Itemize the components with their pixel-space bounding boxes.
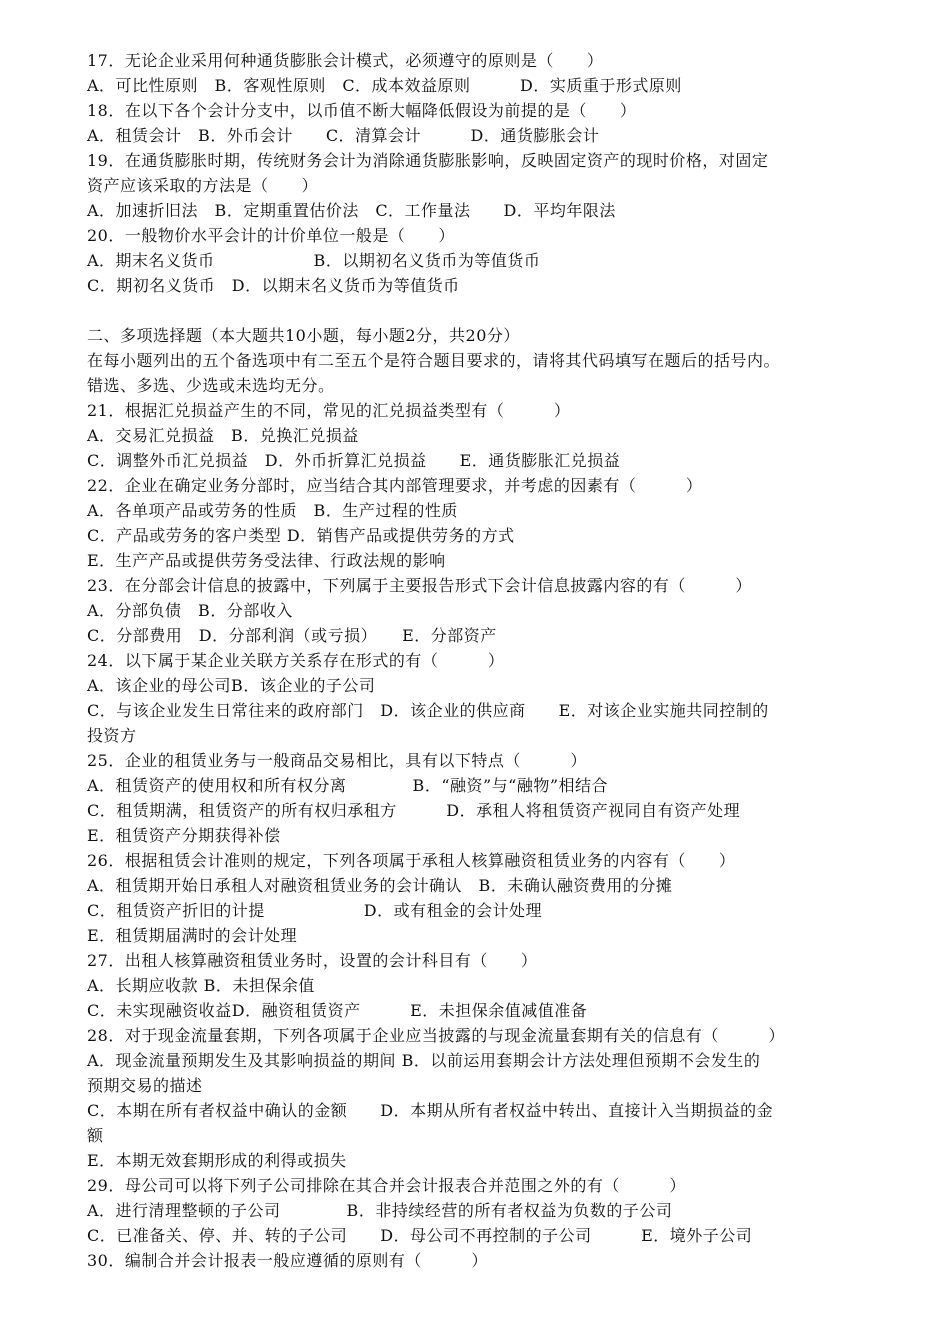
text-line: 28．对于现金流量套期，下列各项属于企业应当披露的与现金流量套期有关的信息有（ ）: [87, 1026, 785, 1045]
text-line: 22．企业在确定业务分部时，应当结合其内部管理要求，并考虑的因素有（ ）: [87, 476, 703, 495]
text-line: A．交易汇兑损益 B．兑换汇兑损益: [87, 426, 359, 445]
text-line: E．本期无效套期形成的利得或损失: [87, 1151, 347, 1170]
text-line: 20．一般物价水平会计的计价单位一般是（ ）: [87, 226, 455, 245]
text-line: 24．以下属于某企业关联方关系存在形式的有（ ）: [87, 651, 505, 670]
text-line: E．生产产品或提供劳务受法律、行政法规的影响: [87, 551, 446, 570]
text-line: C．产品或劳务的客户类型 D．销售产品或提供劳务的方式: [87, 526, 515, 545]
text-line: A．进行清理整顿的子公司 B．非持续经营的所有者权益为负数的子公司: [87, 1201, 673, 1220]
text-line: A．租赁资产的使用权和所有权分离 B．“融资”与“融物”相结合: [87, 776, 609, 795]
text-line: 资产应该采取的方法是（ ）: [87, 176, 319, 195]
text-line: 29．母公司可以将下列子公司排除在其合并会计报表合并范围之外的有（ ）: [87, 1176, 686, 1195]
text-line: A．可比性原则 B．客观性原则 C．成本效益原则 D．实质重于形式原则: [87, 76, 682, 95]
text-line: A．租赁会计 B．外币会计 C．清算会计 D．通货膨胀会计: [87, 126, 600, 145]
text-line: A．分部负债 B．分部收入: [87, 601, 293, 620]
text-line: A．该企业的母公司B．该企业的子公司: [87, 676, 376, 695]
text-line: C．租赁期满，租赁资产的所有权归承租方 D．承租人将租赁资产视同自有资产处理: [87, 801, 741, 820]
text-line: A．租赁期开始日承租人对融资租赁业务的会计确认 B．未确认融资费用的分摊: [87, 876, 673, 895]
text-line: C．已准备关、停、并、转的子公司 D．母公司不再控制的子公司 E．境外子公司: [87, 1226, 753, 1245]
text-line: C．调整外币汇兑损益 D．外币折算汇兑损益 E．通货膨胀汇兑损益: [87, 451, 621, 470]
text-line: C．租赁资产折旧的计提 D．或有租金的会计处理: [87, 901, 543, 920]
text-line: 27．出租人核算融资租赁业务时，设置的会计科目有（ ）: [87, 951, 538, 970]
text-line: 18．在以下各个会计分支中，以币值不断大幅降低假设为前提的是（ ）: [87, 101, 637, 120]
text-line: E．租赁资产分期获得补偿: [87, 826, 281, 845]
text-line: 25．企业的租赁业务与一般商品交易相比，具有以下特点（ ）: [87, 751, 587, 770]
text-line: E．租赁期届满时的会计处理: [87, 926, 298, 945]
text-line: 19．在通货膨胀时期，传统财务会计为消除通货膨胀影响，反映固定资产的现时价格，对固定: [87, 151, 769, 170]
text-line: 23．在分部会计信息的披露中，下列属于主要报告形式下会计信息披露内容的有（ ）: [87, 576, 752, 595]
text-line: 二、多项选择题（本大题共10小题，每小题2分，共20分）: [87, 326, 520, 345]
text-line: C．分部费用 D．分部利润（或亏损） E．分部资产: [87, 626, 497, 645]
text-line: 26．根据租赁会计准则的规定，下列各项属于承租人核算融资租赁业务的内容有（ ）: [87, 851, 736, 870]
text-line: 在每小题列出的五个备选项中有二至五个是符合题目要求的，请将其代码填写在题后的括号内。: [87, 351, 781, 370]
text-line: A．各单项产品或劳务的性质 B．生产过程的性质: [87, 501, 458, 520]
text-line: 17．无论企业采用何种通货膨胀会计模式，必须遵守的原则是（ ）: [87, 51, 604, 70]
text-line: C．与该企业发生日常往来的政府部门 D．该企业的供应商 E．对该企业实施共同控制的: [87, 701, 769, 720]
text-line: 30．编制合并会计报表一般应遵循的原则有（ ）: [87, 1251, 488, 1270]
text-line: A．期末名义货币 B．以期初名义货币为等值货币: [87, 251, 541, 270]
text-line: 额: [87, 1126, 104, 1145]
text-line: A．加速折旧法 B．定期重置估价法 C．工作量法 D．平均年限法: [87, 201, 616, 220]
text-line: C．未实现融资收益D．融资租赁资产 E．未担保余值减值准备: [87, 1001, 588, 1020]
text-line: 错选、多选、少选或未选均无分。: [87, 376, 335, 395]
text-line: 预期交易的描述: [87, 1076, 203, 1095]
text-line: C．期初名义货币 D．以期末名义货币为等值货币: [87, 276, 460, 295]
text-line: A．现金流量预期发生及其影响损益的期间 B．以前运用套期会计方法处理但预期不会发生的: [87, 1051, 761, 1070]
text-line: C．本期在所有者权益中确认的金额 D．本期从所有者权益中转出、直接计入当期损益的金: [87, 1101, 774, 1120]
text-line: 投资方: [87, 726, 137, 745]
text-line: 21．根据汇兑损益产生的不同，常见的汇兑损益类型有（ ）: [87, 401, 571, 420]
text-line: A．长期应收款 B．未担保余值: [87, 976, 315, 995]
